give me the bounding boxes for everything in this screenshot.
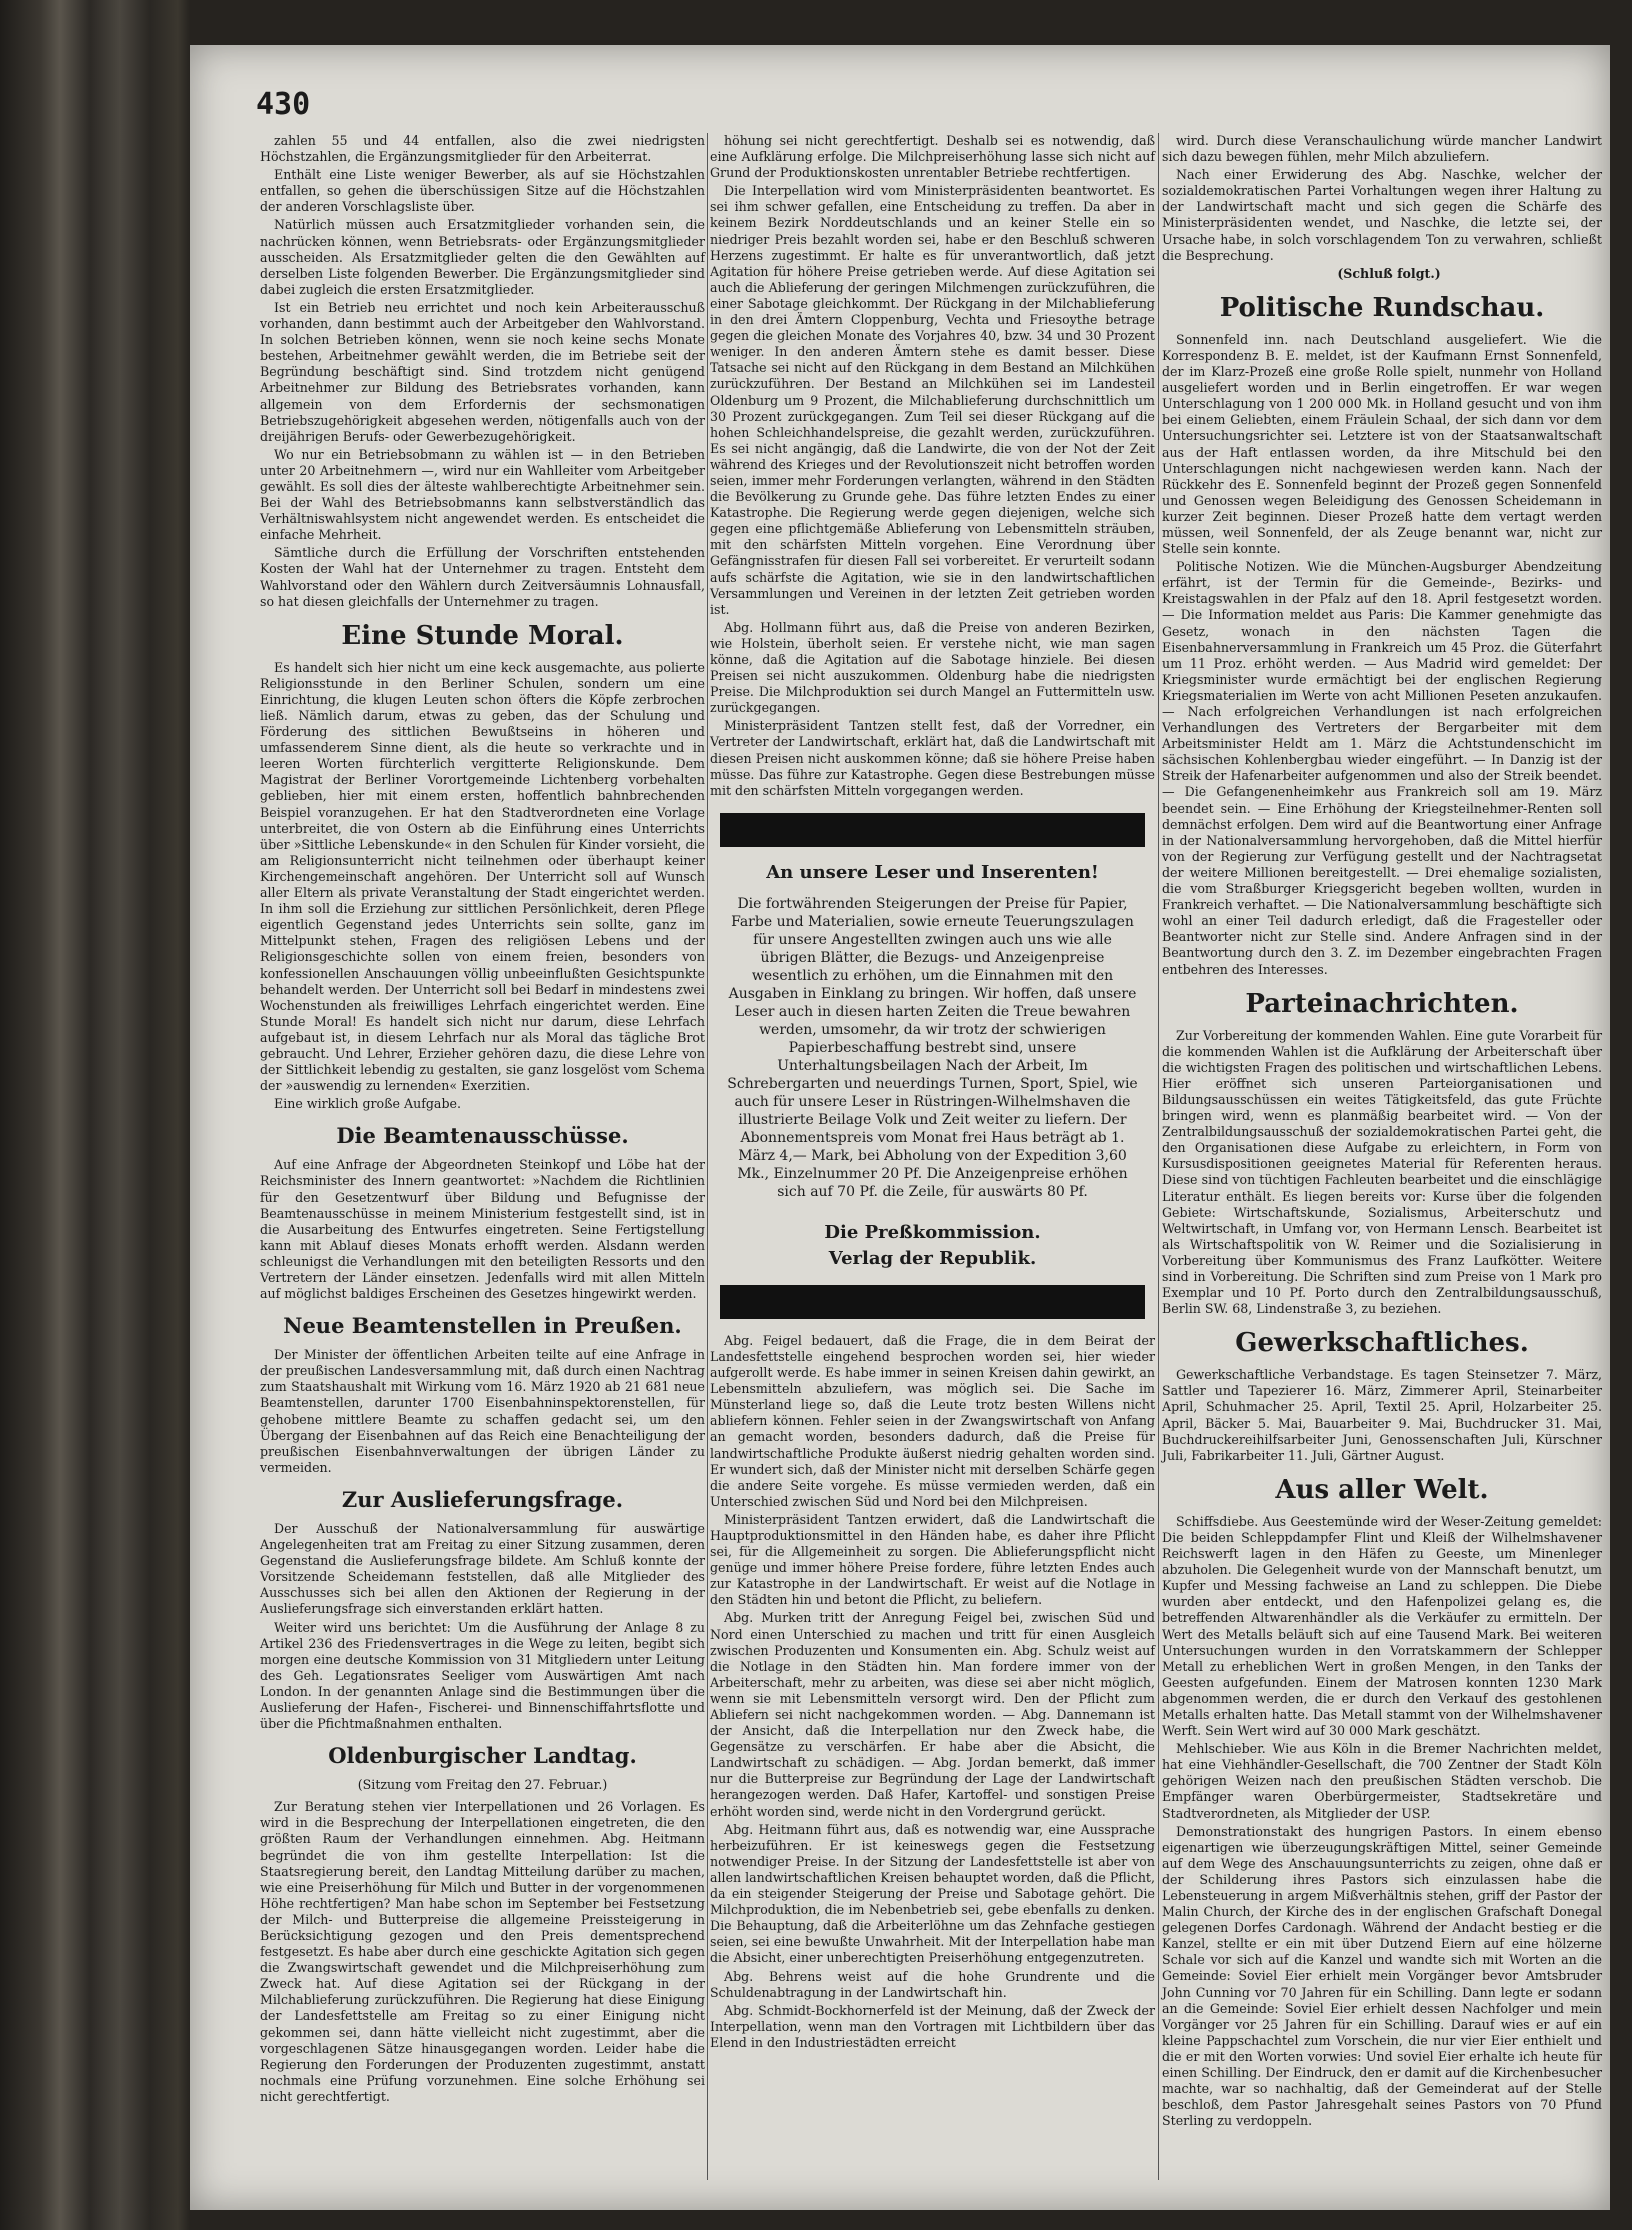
paragraph: höhung sei nicht gerechtfertigt. Deshalb sei es notwendig, daß eine Aufklärung erfolge. Die Milchpreiserhöhung lasse sich nicht auf Grund der Produktionskosten unrentabler Betriebe rechtfertigen. — [710, 133, 1155, 181]
paragraph: Zur Vorbereitung der kommenden Wahlen. Eine gute Vorarbeit für die kommenden Wahlen ist die Aufklärung der Arbeiterschaft über die wichtigsten Fragen des politischen und wirtschaftlichen Lebens. Hier eröffnet sich unseren Parteiorganisationen und Bildungsausschüssen ein weites Tätigkeitsfeld, das gute Früchte bringen wird, wenn es planmäßig bearbeitet wird. — Von der Zentralbildungsausschuß der sozialdemokratischen Partei geht, die den Organisationen diese Aufgabe zu erleichtern, in Form von Kursusdispositionen geeignetes Material für Referenten heraus. Diese sind von tüchtigen Fachleuten bearbeitet und die einschlägige Literatur enthält. Es liegen bereits vor: Kurse über die folgenden Gebiete: Wirtschaftskunde, Sozialismus, Arbeiterschutz und Weltwirtschaft, in Umfang vor, von Hermann Lensch. Bearbeitet ist als Wirtschaftspolitik von W. Reimer und die Sozialisierung in Vorbereitung über Kommunismus des Franz Laufkötter. Weitere sind in Vorbereitung. Die Schriften sind zum Preise von 1 Mark pro Exemplar und 10 Pf. Porto durch den Zentralbildungsausschuß, Berlin SW. 68, Lindenstraße 3, zu beziehen. — [1162, 1027, 1602, 1317]
headline-parteinachrichten: Parteinachrichten. — [1245, 988, 1519, 1019]
paragraph: Sämtliche durch die Erfüllung der Vorschriften entstehenden Kosten der Wahl hat der Unternehmer zu tragen. Entsteht dem Wahlvorstand oder den Wählern durch Zeitversäumnis Lohnausfall, so hat diesen gleichfalls der Unternehmer zu tragen. — [260, 545, 705, 609]
paragraph: Abg. Behrens weist auf die hohe Grundrente und die Schuldenabtragung in der Landwirtschaft hin. — [710, 1968, 1155, 2000]
headline-landtag: Oldenburgischer Landtag. — [328, 1743, 637, 1769]
paragraph: Nach einer Erwiderung des Abg. Naschke, welcher der sozialdemokratischen Partei Vorhaltungen wegen ihrer Haltung zu der Landwirtschaft macht und sich gegen die Schärfe des Ministerpräsidenten wendet, und Naschke, die letzte sei, der Ursache habe, in solch vorschlagendem Ton zu verwahren, schließt die Besprechung. — [1162, 167, 1602, 263]
paragraph: Abg. Heitmann führt aus, daß es notwendig war, eine Aussprache herbeizuführen. Er ist keineswegs gegen die Festsetzung notwendiger Preise. In der Sitzung der Landesfettstelle ist aber von allen landwirtschaftlichen Kreisen behauptet worden, daß die Pflicht, da ein steigender Steigerung der Preise und Sabotage gehört. Die Milchproduktion, die im Nebenbetrieb sei, gebe ebenfalls zu denken. Die Behauptung, daß die Arbeiterlöhne um das Zehnfache gestiegen seien, sei eine bewußte Unwahrheit. Mit der Interpellation habe man die Absicht, einer unberechtigten Preiserhöhung entgegenzutreten. — [710, 1821, 1155, 1966]
paragraph: Abg. Hollmann führt aus, daß die Preise von anderen Bezirken, wie Holstein, überholt seien. Er verstehe nicht, wie man sagen könne, daß die Agitation auf die Sabotage hinziele. Bei diesen Preisen sei nicht auszukommen. Oldenburg habe die niedrigsten Preise. Die Milchproduktion sei durch Mangel an Futtermitteln usw. zurückgegangen. — [710, 619, 1155, 716]
paragraph: Der Minister der öffentlichen Arbeiten teilte auf eine Anfrage in der preußischen Landesversammlung mit, daß durch einen Nachtrag zum Staatshaushalt mit Wirkung vom 16. März 1920 ab 21 681 neue Beamtenstellen, darunter 1700 Eisenbahninspektorenstellen, für gehobene mittlere Beamte zu schaffen gedacht sei, um den Übergang der Eisenbahnen auf das Reich eine Benachteiligung der preußischen Eisenbahnverwaltungen der übrigen Länder zu vermeiden. — [260, 1347, 705, 1475]
notice-box — [710, 893, 1155, 1205]
black-bar — [720, 1285, 1145, 1319]
paragraph: Ministerpräsident Tantzen stellt fest, daß der Vorredner, ein Vertreter der Landwirtschaft, erklärt hat, daß die Landwirtschaft mit diesen Preisen nicht auskommen könne; daß sie höhere Preise haben müsse. Das führe zur Katastrophe. Gegen diese Bestrebungen müsse mit den schärfsten Mitteln vorgegangen werden. — [710, 718, 1155, 798]
signature-presskommission: Die Preßkommission. — [824, 1221, 1041, 1243]
column-2 — [710, 133, 1155, 2053]
paragraph: Demonstrationstakt des hungrigen Pastors. In einem ebenso eigenartigen wie überzeugungskräftigen Mittel, seiner Gemeinde auf dem Wege des Anschauungsunterrichts zu zeigen, ohne daß er der Schilderung ihres Pastors sich einzulassen habe die Lebensteuerung in argem Mißverhältnis stehen, griff der Pastor der Malin Church, der Kirche des in der englischen Grafschaft Donegal gelegenen Dorfes Cardonagh. Während der Andacht bestieg er die Kanzel, stellte er ein mit über Dutzend Eiern auf eine hölzerne Schale vor sich auf die Kanzel und wandte sich mit Worten an die Gemeinde: Soviel Eier erhielt mein Vorgänger bevor Amtsbruder John Cunning vor 70 Jahren für ein Schilling. Dann legte er sodann an die Gemeinde: Soviel Eier erhielt dessen Nachfolger und mein Vorgänger vor 25 Jahren für ein Schilling. Darauf wies er auf ein kleine Pappschachtel zum Vorschein, die nur vier Eier enthielt und die er mit den Worten vorwies: Und soviel Eier erhalte ich heute für einen Schilling. Der Eindruck, den er damit auf die Kirchenbesucher machte, war so nachhaltig, daß der Gemeinderat auf der Stelle beschloß, dem Pastor Jahresgehalt seines Pastors von 70 Pfund Sterling zu verdoppeln. — [1162, 1823, 1602, 2129]
headline-notice: An unsere Leser und Inserenten! — [766, 861, 1099, 883]
headline-beamtenstellen: Neue Beamtenstellen in Preußen. — [283, 1313, 682, 1339]
paragraph: Politische Notizen. Wie die München-Augsburger Abendzeitung erfährt, ist der Termin für die Gemeinde-, Bezirks- und Kreistagswahlen in der Pfalz auf den 18. April festgesetzt worden. — Die Information meldet aus Paris: Die Kammer genehmigte das Gesetz, wonach in den nächsten Tagen die Eisenbahnerversammlung in Frankreich um 45 Proz. die Güterfahrt um 11 Proz. erhöht werden. — Aus Madrid wird gemeldet: Der Kriegsminister wurde ermächtigt bei der englischen Regierung Kriegsmaterialien im Werte von acht Millionen Peseten anzukaufen. — Nach erfolgreichen Verhandlungen ist nach erfolgreichen Verhandlungen des Vertreters der Bergarbeiter mit dem Arbeitsminister Heldt am 1. März die Achtstundenschicht im sächsischen Kohlenbergbau wieder eingeführt. — In Danzig ist der Streik der Hafenarbeiter aufgenommen und also der Streik beendet. — Die Gefangenenheimkehr aus Frankreich soll am 19. März beendet sein. — Eine Erhöhung der Kriegsteilnehmer-Renten soll demnächst erfolgen. Dem wird auf die Beantwortung einer Anfrage in der Nationalversammlung hervorgehoben, daß die Mittel hierfür von der Regierung zur Verfügung gestellt und der Nachtragsetat der weitere Millionen bereitgestellt. — Drei ehemalige sozialisten, die vom Straßburger Kriegsgericht begeben wollten, wurden in Frankreich verhaftet. — Die Nationalversammlung beschäftigte sich wohl an einer Teil dadurch erledigt, daß die Fragesteller oder Beantworter nicht zur Stelle sind. Andere Anfragen sind in der Beantwortung durch den 3. Z. im Dezember eingebrachten Fragen entbehren des Interesses. — [1162, 559, 1602, 977]
newspaper-page — [190, 45, 1610, 2210]
headline-aus-aller-welt: Aus aller Welt. — [1275, 1474, 1489, 1505]
paragraph: Mehlschieber. Wie aus Köln in die Bremer Nachrichten meldet, hat eine Viehhändler-Gesellschaft, die 700 Zentner der Stadt Köln gehörigen Weizen nach den preußischen Städten verschob. Die Empfänger waren Oberbürgermeister, Stadtsekretäre und Stadtverordneten, als Mitglieder der USP. — [1162, 1741, 1602, 1821]
session-date: (Sitzung vom Freitag den 27. Februar.) — [357, 1777, 608, 1793]
paragraph: Zur Beratung stehen vier Interpellationen und 26 Vorlagen. Es wird in die Besprechung der Interpellationen eingetreten, die den größten Raum der Verhandlungen einnehmen. Abg. Heitmann begründet die von ihm gestellte Interpellation: Ist die Staatsregierung bereit, den Landtag Mitteilung darüber zu machen, wie eine Preiserhöhung für Milch und Butter in der vorgenommenen Höhe rechtfertigen? Man habe schon im September bei Festsetzung der Milch- und Butterpreise die allgemeine Preissteigerung in Berücksichtigung gezogen und den Preis dementsprechend festgesetzt. Es habe aber durch eine geschickte Agitation sich gegen die Zwangswirtschaft gewendet und die Milchpreiserhöhung zum Zweck hat. Auf diese Agitation sei der Rückgang in der Milchablieferung zurückzuführen. Die Regierung hat diese Einigung der Landesfettstelle am Freitag so zu einer Einigung nicht gekommen sei, dann hätte vielleicht nicht zugestimmt, aber die vorgeschlagenen Sätze hinausgegangen worden. Leider habe die Regierung den Forderungen der Produzenten zugestimmt, anstatt nochmals eine Prüfung vorzunehmen. Eine solche Erhöhung sei nicht gerechtfertigt. — [260, 1799, 705, 2104]
notice-text: Die fortwährenden Steigerungen der Preise für Papier, Farbe und Materialien, sowie erneute Teuerungszulagen für unsere Angestellten zwingen auch uns wie alle übrigen Blätter, die Bezugs- und Anzeigenpreise wesentlich zu erhöhen, um die Einnahmen mit den Ausgaben in Einklang zu bringen. Wir hoffen, daß unsere Leser auch in diesen harten Zeiten die Treue bewahren werden, umsomehr, da wir trotz der schwierigen Papierbeschaffung bestrebt sind, unsere Unterhaltungsbeilagen Nach der Arbeit, Im Schrebergarten und neuerdings Turnen, Sport, Spiel, wie auch für unsere Leser in Rüstringen-Wilhelmshaven die illustrierte Beilage Volk und Zeit weiter zu liefern. Der Abonnementspreis vom Monat frei Haus beträgt ab 1. März 4,— Mark, bei Abholung von der Expedition 3,60 Mk., Einzelnummer 20 Pf. Die Anzeigenpreise erhöhen sich auf 70 Pf. die Zeile, für auswärts 80 Pf. — [727, 895, 1138, 1200]
headline-politische-rundschau: Politische Rundschau. — [1219, 292, 1545, 323]
paragraph: Auf eine Anfrage der Abgeordneten Steinkopf und Löbe hat der Reichsminister des Innern geantwortet: »Nachdem die Richtlinien für den Gesetzentwurf über Bildung und Befugnisse der Beamtenausschüsse in meinem Ministerium festgestellt sind, ist in die Ausarbeitung des Entwurfes eingetreten. Seine Fertigstellung kann mit Ablauf dieses Monats erhofft werden. Alsdann werden schleunigst die Verhandlungen mit den beteiligten Ressorts und den Vertretern der Länder einsetzen. Jedenfalls wird mit allen Mitteln auf möglichst baldiges Erscheinen des Gesetzes hingewirkt werden. — [260, 1157, 705, 1302]
continued-note: (Schluß folgt.) — [1337, 265, 1441, 281]
paragraph: Abg. Murken tritt der Anregung Feigel bei, zwischen Süd und Nord einen Unterschied zu machen und tritt für einen Ausgleich zwischen Produzenten und Konsumenten ein. Abg. Schulz weist auf die Notlage in den Städten hin. Man fordere immer von der Arbeiterschaft, mehr zu arbeiten, was diese sei aber nicht möglich, wenn sie mit Lebensmitteln versorgt wird. Den der Pflicht zum Abliefern sei nicht nachgekommen worden. — Abg. Dannemann ist der Ansicht, daß die Interpellation nur den Zweck habe, die Gegensätze zu verschärfen. Er habe aber die Absicht, die Landwirtschaft zu schädigen. — Abg. Jordan bemerkt, daß immer nur die Butterpreise zur Begründung der Lage der Landwirtschaft herangezogen werden. Daß Hafer, Kartoffel- und sonstigen Preise erhöht worden sind, werde nicht in den Vordergrund gerückt. — [710, 1610, 1155, 1819]
paragraph: Gewerkschaftliche Verbandstage. Es tagen Steinsetzer 7. März, Sattler und Tapezierer 16. März, Zimmerer April, Steinarbeiter April, Schuhmacher 25. April, Textil 25. April, Holzarbeiter 25. April, Bäcker 5. Mai, Bauarbeiter 9. Mai, Buchdrucker 31. Mai, Buchdruckereihilfsarbeiter Juni, Genossenschaften Juli, Kürschner Juli, Fabrikarbeiter 11. Juli, Gärtner August. — [1162, 1367, 1602, 1463]
column-3 — [1162, 133, 1602, 2131]
signature-verlag: Verlag der Republik. — [828, 1247, 1037, 1269]
paragraph: Wo nur ein Betriebsobmann zu wählen ist — in den Betrieben unter 20 Arbeitnehmern —, wird nur ein Wahlleiter vom Arbeitgeber gewählt. Es soll dies der älteste wahlberechtigte Arbeitnehmer sein. Bei der Wahl des Betriebsobmanns kann selbstverständlich das Verhältniswahlsystem nicht angewendet werden. Es entscheidet die einfache Mehrheit. — [260, 446, 705, 543]
paragraph: zahlen 55 und 44 entfallen, also die zwei niedrigsten Höchstzahlen, die Ergänzungsmitglieder für den Arbeiterrat. — [260, 133, 705, 165]
paragraph: Weiter wird uns berichtet: Um die Ausführung der Anlage 8 zu Artikel 236 des Friedensvertrages in die Wege zu leiten, begibt sich morgen eine deutsche Kommission von 31 Mitgliedern unter Leitung des Geh. Legationsrates Seeliger vom Auswärtigen Amt nach London. In der genannten Anlage sind die Bestimmungen über die Auslieferung der Hafen-, Fischerei- und Binnenschiffahrtsflotte und über die Pfichtmaßnahmen enthalten. — [260, 1619, 705, 1732]
headline-beamtenausschuesse: Die Beamtenausschüsse. — [336, 1123, 629, 1149]
column-divider — [1158, 133, 1159, 2180]
paragraph: Natürlich müssen auch Ersatzmitglieder vorhanden sein, die nachrücken können, wenn Betriebsrats- oder Ergänzungsmitglieder ausscheiden. Als Ersatzmitglieder gelten die den Gewählten auf derselben Liste folgenden Bewerber. Die Ergänzungsmitglieder sind dabei zugleich die ersten Ersatzmitglieder. — [260, 217, 705, 297]
paragraph: Schiffsdiebe. Aus Geestemünde wird der Weser-Zeitung gemeldet: Die beiden Schleppdampfer Flint und Kleiß der Wilhelmshavener Reichswerft lagen in den Häfen zu Geeste, um Minenleger abzuholen. Die Gelegenheit wurde von der Mannschaft benutzt, um Kupfer und Messing fachweise an Land zu schleppen. Die Diebe wurden aber entdeckt, und den Hafenpolizei gelang es, die betreffenden Altwarenhändler als die Verkäufer zu ermitteln. Der Wert des Metalls beläuft sich auf eine Tausend Mark. Bei weiteren Untersuchungen wurden in den Vorratskammern der Schlepper Metall zu erheblichen Wert in großen Mengen, in den Tanks der Geesten aufgefunden. Einem der Matrosen konnten 1230 Mark abgenommen werden, die er durch den Verkauf des gestohlenen Metalls erhalten hatte. Das Metall stammt von der Wilhelmshavener Werft. Sein Wert wird auf 30 000 Mark geschätzt. — [1162, 1513, 1602, 1739]
column-1 — [260, 133, 705, 2107]
paragraph: Es handelt sich hier nicht um eine keck ausgemachte, aus polierte Religionsstunde in den Berliner Schulen, sondern um eine Einrichtung, die klugen Leuten schon öfters die Köpfe zerbrochen ließ. Nämlich darum, etwas zu geben, das der Schulung und Förderung des sittlichen Bewußtseins in höheren und umfassenderem Sinne dient, als die heute so verkrachte und in leeren Worten fürchterlich vergitterte Religionskunde. Dem Magistrat der Berliner Vorortgemeinde Lichtenberg vorbehalten geblieben, hier mit einem ersten, hoffentlich bahnbrechenden Beispiel voranzugehen. Er hat den Stadtverordneten eine Vorlage unterbreitet, die von Ostern ab die Einführung eines Unterrichts über »Sittliche Lebenskunde« in den Schulen für Kinder vorsieht, die am Religionsunterricht nicht teilnehmen oder überhaupt keiner Kirchengemeinschaft angehören. Der Unterricht soll auf Wunsch aller Eltern als private Veranstaltung der Stadt eingerichtet werden. In ihm soll die Erziehung zur sittlichen Persönlichkeit, deren Pflege eigentlich Gegenstand jedes Unterrichts sein sollte, ganz im Mittelpunkt stehen, Fragen des religiösen Lebens und der Religionsgeschichte sollen von einem freien, besonders von konfessionellen Anschauungen völlig unbeeinflußten Gesichtspunkte behandelt werden. Der Unterricht soll bei Bedarf in mindestens zwei Wochenstunden als freiwilliges Lehrfach eingerichtet werden. Eine Stunde Moral! Es handelt sich nicht nur darum, diese Lehrfach aufgebaut ist, in diesem Lehrfach nur als Moral das tägliche Brot gebraucht. Und Lehrer, Erzieher gehören dazu, die diese Lehre von der Sittlichkeit lebendig zu gestalten, sie ganz losgelöst vom Schema der »auswendig zu lernenden« Exerzitien. — [260, 659, 705, 1094]
notice-signature — [710, 1221, 1155, 1271]
paragraph: Abg. Feigel bedauert, daß die Frage, die in dem Beirat der Landesfettstelle eingehend besprochen worden sei, hier wieder aufgerollt werde. Es habe immer in seinen Kreisen dahin gewirkt, an Lebensmitteln abzuliefern, was möglich sei. Die Sache im Münsterland liege so, daß die Leute trotz besten Willens nicht abliefern können. Fehler seien in der Zwangswirtschaft von Anfang an gemacht worden, besonders dadurch, daß die Preise für landwirtschaftliche Produkte äußerst niedrig gehalten worden sind. Er wundert sich, daß der Minister nicht mit derselben Schärfe gegen die andere Seite vorgehe. Es müsse vermieden werden, daß ein Unterschied zwischen Süd und Nord bei den Milchpreisen. — [710, 1332, 1155, 1509]
page-number: 430 — [256, 87, 311, 122]
headline-gewerkschaftliches: Gewerkschaftliches. — [1235, 1328, 1529, 1359]
column-divider — [707, 133, 708, 2180]
paragraph: Abg. Schmidt-Bockhornerfeld ist der Meinung, daß der Zweck der Interpellation, wenn man den Vortragen mit Lichtbildern über das Elend in den Industriestädten erreicht — [710, 2002, 1155, 2050]
paragraph: Enthält eine Liste weniger Bewerber, als auf sie Höchstzahlen entfallen, so gehen die überschüssigen Sitze auf die Höchstzahlen der anderen Vorschlagsliste über. — [260, 167, 705, 215]
paragraph: Ist ein Betrieb neu errichtet und noch kein Arbeiterausschuß vorhanden, dann bestimmt auch der Arbeitgeber den Wahlvorstand. In solchen Betrieben können, wenn sie noch keine sechs Monate bestehen, Arbeitnehmer gewählt werden, die im Betriebe seit der Begründung beschäftigt sind. Sind trotzdem nicht genügend Arbeitnehmer zur Bildung des Betriebsrates vorhanden, kann allgemein von dem Erfordernis der sechsmonatigen Betriebszugehörigkeit abgesehen werden, nötigenfalls auch von der dreijährigen Berufs- oder Gewerbezugehörigkeit. — [260, 299, 705, 444]
black-bar — [720, 813, 1145, 847]
headline-moral: Eine Stunde Moral. — [341, 620, 624, 651]
paragraph: wird. Durch diese Veranschaulichung würde mancher Landwirt sich dazu bewegen fühlen, mehr Milch abzuliefern. — [1162, 133, 1602, 165]
paragraph: Der Ausschuß der Nationalversammlung für auswärtige Angelegenheiten trat am Freitag zu einer Sitzung zusammen, deren Gegenstand die Auslieferungsfrage bildete. Am Schluß konnte der Vorsitzende Scheidemann feststellen, daß alle Mitglieder des Ausschusses sich bei allen den Aktionen der Regierung in der Auslieferungsfrage sich einverstanden erklärt hatten. — [260, 1520, 705, 1617]
paragraph: Ministerpräsident Tantzen erwidert, daß die Landwirtschaft die Hauptproduktionsmittel in den Händen habe, es daher ihre Pflicht sei, für die Allgemeinheit zu sorgen. Die Ablieferungspflicht nicht genüge und immer höhere Preise fordere, führe letzten Endes auch zur Katastrophe in der Landwirtschaft. Er weist auf die Notlage in den Städten hin und betont die Pflicht, zu beliefern. — [710, 1511, 1155, 1608]
paragraph: Eine wirklich große Aufgabe. — [274, 1096, 461, 1112]
headline-auslieferungsfrage: Zur Auslieferungsfrage. — [341, 1486, 624, 1512]
paragraph: Sonnenfeld inn. nach Deutschland ausgeliefert. Wie die Korrespondenz B. E. meldet, ist der Kaufmann Ernst Sonnenfeld, der im Klarz-Prozeß eine große Rolle spielt, nunmehr von Holland ausgeliefert worden und in Berlin eingetroffen. Er war wegen Unterschlagung von 1 200 000 Mk. in Holland gesucht und von ihm bei einem Geliebten, einem Fräulein Schaal, der sich dann vor dem Untersuchungsrichter sei. Letztere ist von der Staatsanwaltschaft aus der Haft entlassen worden, da ihre Mitschuld bei den Unterschlagungen nicht nachgewiesen werden kann. Nach der Rückkehr des E. Sonnenfeld beginnt der Prozeß gegen Sonnenfeld und Genossen wegen Beleidigung des Genossen Scheidemann in kurzer Zeit beginnen. Dieser Prozeß hatte dem vertagt werden müssen, weil Sonnenfeld, der als Zeuge benannt war, nicht zur Stelle sein konnte. — [1162, 331, 1602, 557]
paragraph: Die Interpellation wird vom Ministerpräsidenten beantwortet. Es sei ihm schwer gefallen, eine Entscheidung zu treffen. Da aber in keinem Bezirk Norddeutschlands und an keiner Stelle ein so niedriger Preis bezahlt worden sei, habe er den Beschluß schweren Herzens zugestimmt. Er halte es für unverantwortlich, daß jetzt Agitation für höhere Preise getrieben werde. Auf diese Agitation sei auch die Ablieferung der geringen Milchmengen zurückzuführen, die einer Sabotage gleichkommt. Der Rückgang in der Milchablieferung in den drei Ämtern Cloppenburg, Vechta und Friesoythe betrage gegen die gleichen Monate des Vorjahres 40, bzw. 34 und 30 Prozent weniger. In den anderen Ämtern stehe es damit besser. Diese Tatsache sei nicht auf den Rückgang in dem Bestand an Milchkühen zurückzuführen. Der Bestand an Milchkühen sei im Landesteil Oldenburg um 9 Prozent, die Milchablieferung durchschnittlich um 30 Prozent zurückgegangen. Zum Teil sei dieser Rückgang auf die hohen Schleichhandelspreise, die gezahlt werden, zurückzuführen. Es sei nicht angängig, daß die Landwirte, die von der Not der Zeit während des Krieges und der Revolutionszeit nicht betroffen worden seien, immer mehr Forderungen verlangten, während in den Städten die Bevölkerung zu Grunde gehe. Das führe letzten Endes zu einer Katastrophe. Die Regierung werde gegen diejenigen, welche sich gegen eine pflichtgemäße Ablieferung von Lebensmitteln sträuben, mit den schärfsten Mitteln vorgehen. Eine Verordnung über Gefängnisstrafen für diesen Fall sei vorbereitet. Er verurteilt sodann aufs schärfste die Agitation, wie sie in den landwirtschaftlichen Versammlungen und Vereinen in der letzten Zeit getrieben worden ist. — [710, 183, 1155, 617]
